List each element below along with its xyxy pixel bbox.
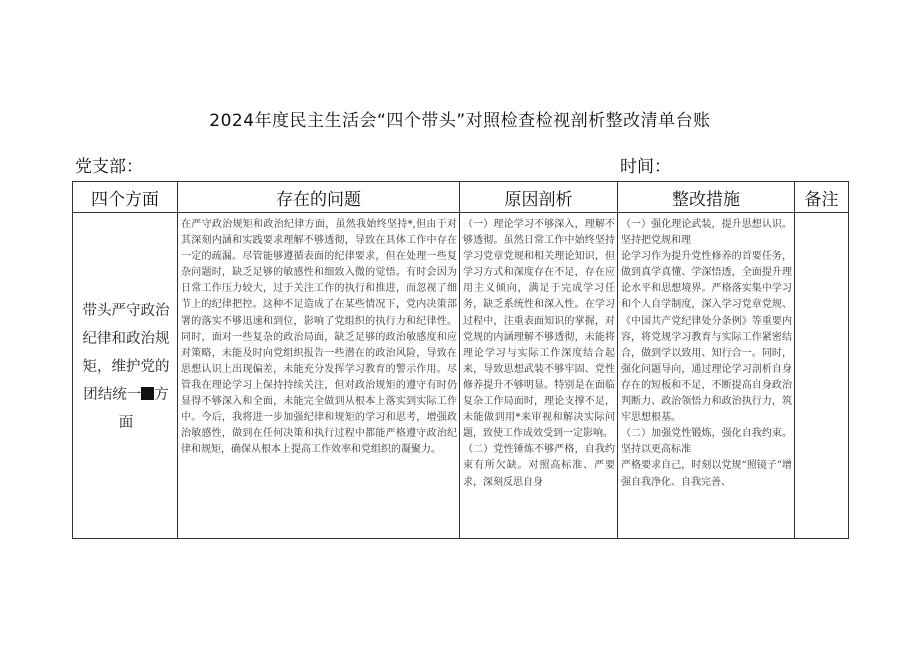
measures-text: （一）强化理论武装，提升思想认识。坚持把党规和理 论学习作为提升党性修养的首要任务，做到真学真懂、学深悟透，全面提升理论水平和思想境界。严格落实集中学习和个人自学制度，深入学习党章党规、《中国共产党纪律处分条例》等重要内容，将党规学习教育与实际工作紧密结合，做到学以致用、知行合一。同时，强化问题导向，通过理论学习剖析自身存在的短板和不足，不断提高自身政治判断力、政治领悟力和政治执行力，筑牢思想根基。 （二）加强党性锻炼，强化自我约束。坚持以更高标准 严格要求自己，时刻以党规“照镜子”增强自我净化、自我完善、 <box>621 219 792 488</box>
rectification-table <box>72 181 849 539</box>
header-problems: 存在的问题 <box>178 182 460 213</box>
header-remarks: 备注 <box>795 182 849 213</box>
aspect-text-suffix: 方面 <box>118 387 169 431</box>
remarks-cell <box>795 213 849 539</box>
document-title: 2024年度民主生活会“四个带头”对照检查检视剖析整改清单台账 <box>209 111 711 131</box>
problems-cell <box>178 213 460 539</box>
causes-text: （一）理论学习不够深入，理解不够透彻。虽然日常工作中始终坚持学习党章党规和相关理论知识，但学习方式和深度存在不足，存在应用主义倾向，满足于完成学习任务，缺乏系统性和深入性。在学习过程中，注重表面知识的掌握，对党规的内涵理解不够透彻，未能将理论学习与实际工作深度结合起来，导致思想武装不够牢固、党性修养提升不够明显。特别是在面临复杂工作局面时，理论支撑不足，未能做到用*来审视和解决实际问题，致使工作成效受到一定影响。 （二）党性锤炼不够严格，自我约束有所欠缺。对照高标准、严要求，深刻反思自身 <box>463 219 615 488</box>
black-square-icon <box>141 387 154 400</box>
party-branch-label: 党支部： <box>75 157 143 177</box>
measures-cell <box>618 213 795 539</box>
aspect-text: 带头严守政治纪律和政治规矩，维护党的团结统一 <box>82 303 170 403</box>
problems-text: 在严守政治规矩和政治纪律方面，虽然我始终坚持*,但由于对其深刻内涵和实践要求理解不够透彻，导致在具体工作中存在一定的疏漏。尽管能够遵循表面的纪律要求，但在处理一些复杂问题时，缺乏足够的敏感性和细致入微的觉悟。有时会因为日常工作压力较大，过于关注工作的执行和推进，而忽视了细节上的纪律把控。这种不足造成了在某些情况下，党内决策部署的落实不够迅速和到位，影响了党组织的执行力和纪律性。同时，面对一些复杂的政治局面，缺乏足够的政治敏感度和应对策略，未能及时向党组织报告一些潜在的政治风险，导致在思想认识上出现偏差，未能充分发挥学习教育的警示作用。尽管我在理论学习上保持持续关注，但对政治规矩的遵守有时仍显得不够深入和全面，未能完全做到从根本上落实到实际工作中。今后，我将进一步加强纪律和规矩的学习和思考，增强政治敏感性，做到在任何决策和执行过程中都能严格遵守政治纪律和规矩，确保从根本上提高工作效率和党组织的凝聚力。 <box>181 219 457 456</box>
aspect-cell <box>73 213 178 539</box>
remarks-text <box>795 213 848 217</box>
causes-cell <box>460 213 618 539</box>
header-measures: 整改措施 <box>618 182 795 213</box>
header-aspect: 四个方面 <box>73 182 178 213</box>
time-label: 时间： <box>620 157 671 177</box>
table-row <box>73 213 849 539</box>
table-header-row <box>73 182 849 213</box>
header-causes: 原因剖析 <box>460 182 618 213</box>
